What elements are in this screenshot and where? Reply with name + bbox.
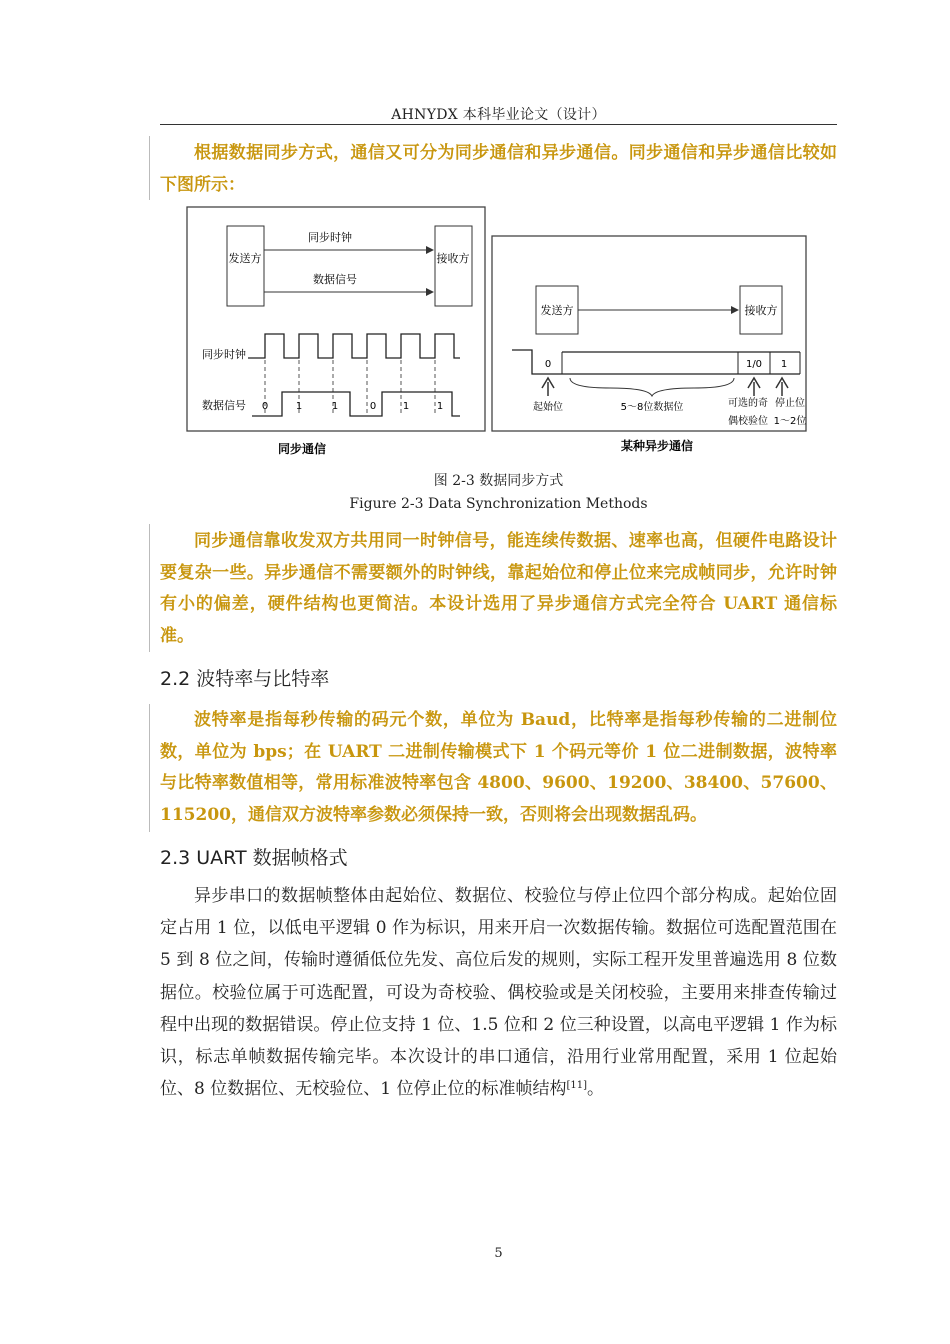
sync-data-arrow-label: 数据信号 xyxy=(313,273,357,286)
sync-compare-text: 同步通信靠收发双方共用同一时钟信号，能连续传数据、速率也高，但硬件电路设计要复杂一些。异步通信不需要额外的时钟线，靠起始位和停止位来完成帧同步，允许时钟有小的偏差，硬件结构也更简洁。本设计选用了异步通信方式完全符合 UART 通信标准。 xyxy=(160,531,837,647)
header-rule xyxy=(160,124,837,125)
async-data-label: 5～8位数据位 xyxy=(620,402,684,413)
sync-bit: 1 xyxy=(295,401,303,412)
sync-sender-label: 发送方 xyxy=(228,252,262,265)
page-number: 5 xyxy=(494,1246,503,1261)
async-receiver-label: 接收方 xyxy=(744,304,778,317)
async-parity-label-2: 偶校验位 xyxy=(728,416,768,427)
sync-compare-paragraph xyxy=(160,526,837,653)
async-stop-label-1: 停止位 xyxy=(775,398,805,409)
async-stop-label-2: 1～2位 xyxy=(773,416,807,427)
async-title: 某种异步通信 xyxy=(620,439,694,453)
revision-bar xyxy=(149,704,150,832)
baud-text: 波特率是指每秒传输的码元个数，单位为 Baud，比特率是指每秒传输的二进制位数，单位为 bps；在 UART 二进制传输模式下 1 个码元等价 1 位二进制数据，波特率与比特率数值相等，常用标准波特率包含 4800、9600、19200、38400、57600、115200，通信双方波特率参数必须保持一致，否则将会出现数据乱码。 xyxy=(160,710,837,826)
figure-diagram xyxy=(160,204,837,466)
section-heading-2-2: 2.2 波特率与比特率 xyxy=(160,668,330,690)
sync-clock-arrow-label: 同步时钟 xyxy=(308,231,352,244)
async-parity-label-1: 可选的奇 xyxy=(728,398,768,409)
async-start-label: 起始位 xyxy=(533,402,563,413)
frame-text: 异步串口的数据帧整体由起始位、数据位、校验位与停止位四个部分构成。起始位固定占用 1 位，以低电平逻辑 0 作为标识，用来开启一次数据传输。数据位可选配置范围在 5 到 8 位之间，传输时遵循低位先发、高位后发的规则，实际工程开发里普遍选用 8 位数据位。校验位属于可选配置，可设为奇校验、偶校验或是关闭校验，主要用来排查传输过程中出现的数据错误。停止位支持 1 位、1.5 位和 2 位三种设置，以高电平逻辑 1 作为标识，标志单帧数据传输完毕。本次设计的串口通信，沿用行业常用配置，采用 1 位起始位、8 位数据位、无校验位、1 位停止位的标准帧结构 xyxy=(160,886,837,1100)
sync-receiver-box xyxy=(435,226,472,306)
citation-ref[interactable]: [11] xyxy=(566,1080,587,1092)
frame-paragraph xyxy=(160,880,837,1105)
baud-paragraph xyxy=(160,705,837,832)
sync-data-row-label: 数据信号 xyxy=(202,399,246,412)
intro-text: 根据数据同步方式，通信又可分为同步通信和异步通信。同步通信和异步通信比较如下图所示： xyxy=(160,143,837,195)
async-parity-value: 1/0 xyxy=(745,359,763,370)
sync-clock-row-label: 同步时钟 xyxy=(202,348,246,361)
async-start-value: 0 xyxy=(544,359,552,370)
sync-async-figure xyxy=(160,204,837,466)
frame-end: 。 xyxy=(586,1079,604,1100)
async-sender-label: 发送方 xyxy=(540,304,574,317)
page-header: AHNYDX 本科毕业论文（设计） xyxy=(391,107,606,123)
sync-sender-box xyxy=(227,226,264,306)
sync-bit: 1 xyxy=(331,401,339,412)
sync-bit: 0 xyxy=(261,401,269,412)
figure-caption-en: Figure 2-3 Data Synchronization Methods xyxy=(349,496,648,512)
revision-bar xyxy=(149,136,150,200)
section-heading-2-3: 2.3 UART 数据帧格式 xyxy=(160,847,348,869)
sync-bit: 0 xyxy=(369,401,377,412)
sync-title: 同步通信 xyxy=(277,442,327,456)
figure-caption-zh: 图 2-3 数据同步方式 xyxy=(433,473,564,489)
intro-paragraph xyxy=(160,138,837,201)
sync-receiver-label: 接收方 xyxy=(436,252,470,265)
sync-bit: 1 xyxy=(402,401,410,412)
revision-bar xyxy=(149,524,150,652)
async-stop-value: 1 xyxy=(780,359,788,370)
sync-bit: 1 xyxy=(436,401,444,412)
